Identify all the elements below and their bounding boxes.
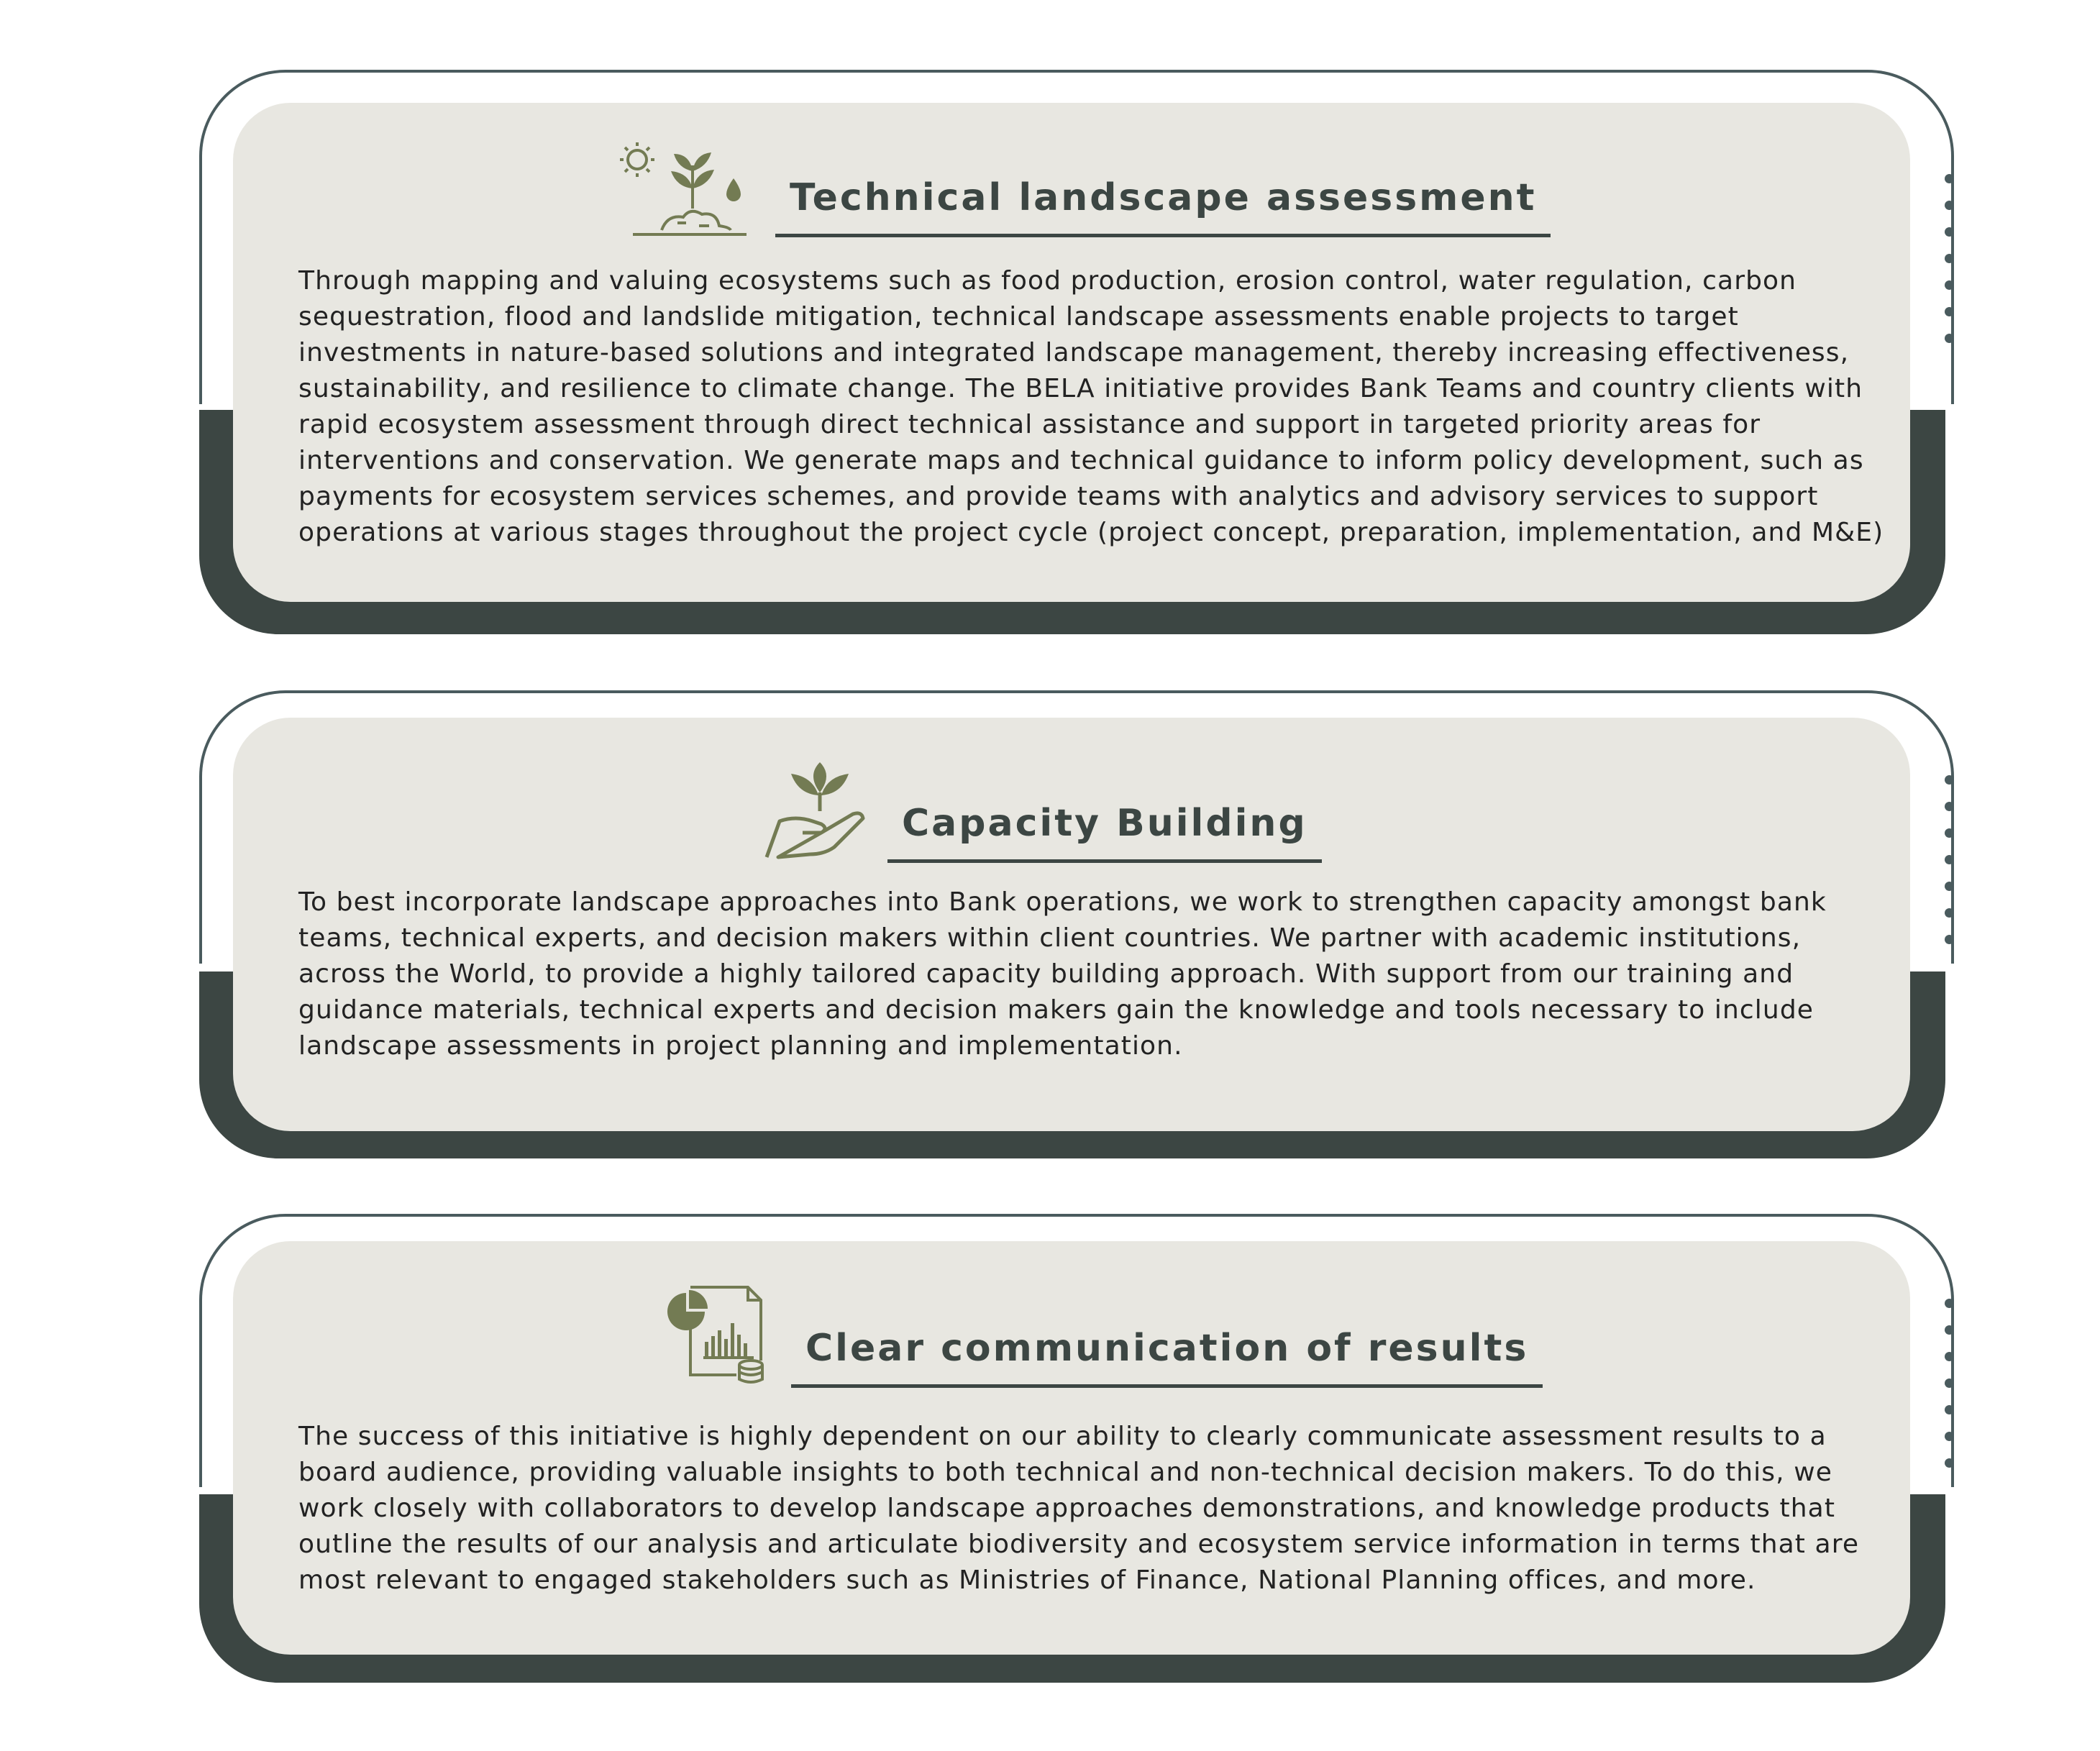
- body-line: outline the results of our analysis and articulate biodiversity and ecosystem service information in terms that are: [298, 1530, 1860, 1559]
- body-line: most relevant to engaged stakeholders such as Ministries of Finance, National Planning offices, and more.: [298, 1565, 1756, 1595]
- body-line: guidance materials, technical experts and decision makers gain the knowledge and tools necessary to include: [298, 995, 1814, 1025]
- card-heading: [761, 748, 1322, 863]
- body-line: The success of this initiative is highly dependent on our ability to clearly communicate assessment results to a: [298, 1422, 1827, 1451]
- body-line: board audience, providing valuable insights to both technical and non-technical decision makers. To do this, we: [298, 1458, 1833, 1487]
- body-line: teams, technical experts, and decision makers within client countries. We partner with academic institutions,: [298, 923, 1802, 953]
- card-heading: [618, 137, 1551, 237]
- body-line: investments in nature-based solutions and integrated landscape management, thereby increasing effectiveness,: [298, 338, 1850, 367]
- body-line: Through mapping and valuing ecosystems such as food production, erosion control, water regulation, carbon: [298, 266, 1797, 296]
- body-line: sequestration, flood and landslide mitigation, technical landscape assessments enable projects to target: [298, 302, 1739, 332]
- title-underline: [775, 234, 1551, 237]
- body-line: interventions and conservation. We generate maps and technical guidance to inform policy development, such as: [298, 446, 1864, 475]
- dotted-accent: [1945, 174, 1955, 360]
- seedling-sun-water-icon: [618, 137, 755, 237]
- body-line: work closely with collaborators to develop landscape approaches demonstrations, and knowledge products that: [298, 1494, 1836, 1523]
- body-line: sustainability, and resilience to climate change. The BELA initiative provides Bank Teams and country clients with: [298, 374, 1863, 403]
- card-title: Capacity Building: [902, 802, 1307, 845]
- card-title: Clear communication of results: [805, 1327, 1529, 1370]
- dotted-accent: [1945, 1299, 1955, 1485]
- body-line: To best incorporate landscape approaches into Bank operations, we work to strengthen capacity amongst bank: [298, 887, 1827, 917]
- card-heading: [663, 1273, 1543, 1388]
- body-line: operations at various stages throughout the project cycle (project concept, preparation, implementation, and M&E): [298, 518, 1884, 547]
- title-underline: [887, 859, 1322, 863]
- body-line: across the World, to provide a highly tailored capacity building approach. With support from our training and: [298, 959, 1794, 989]
- body-line: landscape assessments in project planning and implementation.: [298, 1031, 1183, 1061]
- body-line: rapid ecosystem assessment through direct technical assistance and support in targeted priority areas for: [298, 410, 1761, 439]
- card-body: [298, 263, 1884, 551]
- card-title: Technical landscape assessment: [790, 176, 1537, 219]
- card-body: [298, 1419, 1881, 1599]
- hand-holding-plant-icon: [761, 748, 867, 863]
- dotted-accent: [1945, 775, 1955, 961]
- report-chart-icon: [663, 1273, 771, 1388]
- title-underline: [791, 1384, 1543, 1388]
- body-line: payments for ecosystem services schemes, and provide teams with analytics and advisory services to support: [298, 482, 1819, 511]
- card-body: [298, 884, 1881, 1064]
